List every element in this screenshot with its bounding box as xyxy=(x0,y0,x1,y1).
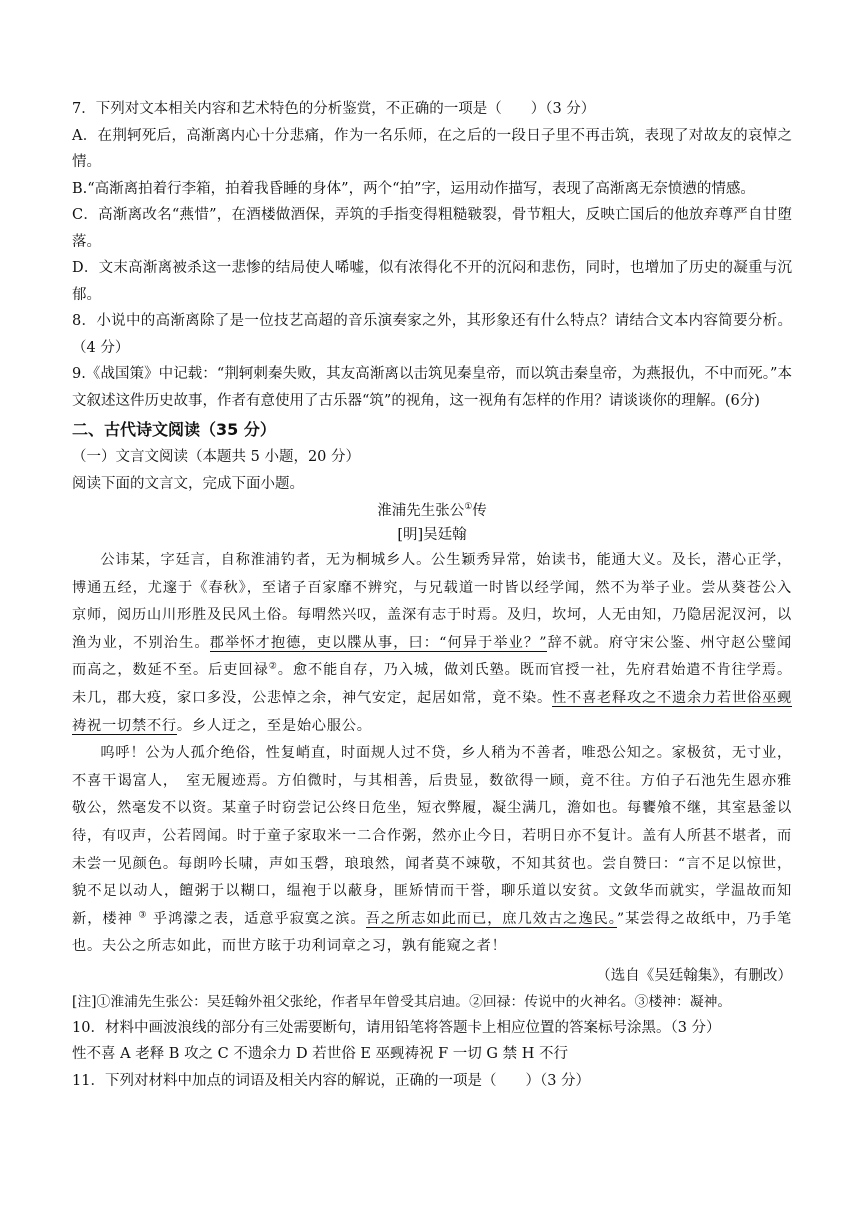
question-9: 9.《战国策》中记载：“荆轲刺秦失败，其友高渐离以击筑见秦皇帝，而以筑击秦皇帝，为燕报仇，不中而死。”本文叙述这件历史故事，作者有意使用了古乐器“筑”的视角，这一视角有怎样的作用？请谈谈你的理解。(6分) xyxy=(72,366,792,409)
question-11-stem: 11．下列对材料中加点的词语及相关内容的解说，正确的一项是（ ）（3 分） xyxy=(72,1072,591,1089)
passage-source: （选自《吴廷翰集》，有删改） xyxy=(596,967,792,984)
question-8: 8．小说中的高渐离除了是一位技艺高超的音乐演奏家之外，其形象还有什么特点？请结合文本内容简要分析。（4 分） xyxy=(72,313,792,356)
question-7-option-b: B.“高渐离拍着行李箱，拍着我昏睡的身体”，两个“拍”字，运用动作描写，表现了高渐离无奈愤懑的情感。 xyxy=(72,180,755,197)
question-7-option-c: C．高渐离改名“燕惜”，在酒楼做酒保，弄筑的手指变得粗糙皲裂，骨节粗大，反映亡国后的他放弃尊严自甘堕落。 xyxy=(72,207,792,250)
passage-notes: [注]①淮浦先生张公：吴廷翰外祖父张纶，作者早年曾受其启迪。②回禄：传说中的火神名。③楼神：凝神。 xyxy=(72,993,732,1010)
note-marker-3: ③ xyxy=(138,909,148,920)
underlined-sentence-1: 郡举怀才抱德，吏以牒从事，曰：“何异于举业？” xyxy=(209,634,548,651)
underlined-sentence-2: 吾之所志如此而已，庶几效古之逸民。 xyxy=(365,910,617,927)
passage-paragraph-1 xyxy=(72,547,792,740)
wavy-line-sentence: 性不喜老释攻之不遗余力若世俗巫觋祷祝一切禁不行 xyxy=(72,689,792,734)
paragraph-2-text-a: 呜呼！公为人孤介绝俗，性复峭直，时面规人过不贷，乡人稍为不善者，唯恐公知之。家极贫，无寸业，不喜干谒富人， 室无履迹焉。方伯微时，与其相善，后贵显，数欲得一顾，竟不往。方伯子石池先生恩亦雅敬公，然毫发不以资。某童子时窃尝记公终日危坐，短衣弊履，凝尘满几，澹如也。每饔飧不继，其室悬釜以待，有叹声，公若罔闻。时于童子家取米一二合作粥，然亦止今日，若明日亦不复计。盖有人所甚不堪者，而未尝一见颜色。每朗吟长啸，声如玉磬，琅琅然，闻者莫不竦敬，不知其贫也。尝自赞曰：“言不足以惊世，貌不足以动人，饘粥于以糊口，缊袍于以蔽身，匪矫情而干誉，聊乐道以安贫。文敛华而就实，学温故而知新，楼神 xyxy=(72,745,792,927)
paragraph-2-text-c: ”某尝得之故纸中，乃手笔也。夫公之所志如此，而世方眩于功利词章之习，孰有能窥之者！ xyxy=(72,910,793,955)
question-7-option-a: A．在荆轲死后，高渐离内心十分悲痛，作为一名乐师，在之后的一段日子里不再击筑，表现了对故友的哀悼之情。 xyxy=(72,127,792,170)
question-7-option-d: D．文末高渐离被杀这一悲惨的结局使人唏嘘，似有浓得化不开的沉闷和悲伤，同时，也增加了历史的凝重与沉郁。 xyxy=(72,260,792,303)
paragraph-1-text-d: 。乡人迂之，至是始心服公。 xyxy=(176,717,372,734)
paragraph-2-text-b: 乎鸿濛之表，适意乎寂寞之滨。 xyxy=(152,910,366,927)
section-heading: 二、古代诗文阅读（35 分） xyxy=(72,420,276,439)
question-7-stem: 7．下列对文本相关内容和艺术特色的分析鉴赏，不正确的一项是（ ）（3 分） xyxy=(72,101,596,117)
exam-content xyxy=(72,96,792,1094)
passage-title-tail: 传 xyxy=(472,503,487,519)
paragraph-1-text-a: 公讳某，字廷言，自称淮浦钓者，无为桐城乡人。公生颖秀异常，始读书，能通大义。及长，潜心正学，博通五经，尤邃于《春秋》，至诸子百家靡不辨究，与兄载道一时皆以经学闻，然不为举子业。尝从葵苍公入京师，阅历山川形胜及民风土俗。每喟然兴叹，盖深有志于时焉。及归，坎坷，人无由知，乃隐居泥汊河，以渔为业，不别治生。 xyxy=(72,552,792,651)
passage-title xyxy=(72,499,792,523)
passage-title-text: 淮浦先生张公 xyxy=(377,503,465,519)
note-marker-2: ② xyxy=(268,661,278,672)
question-10-options: 性不喜 A 老释 B 攻之 C 不遗余力 D 若世俗 E 巫觋祷祝 F 一切 G 禁 H 不行 xyxy=(72,1046,568,1063)
paragraph-1-text-c: 。愈不能自存，乃入城，做刘氏塾。既而官授一社，先府君始遣不肯往学焉。未几，郡大疫，家口多没，公悲悼之余，神气安定，起居如常，竟不染。 xyxy=(72,662,793,706)
paragraph-1-text-b: 辞不就。府守宋公鉴、州守赵公璧闻而高之，数延不至。后吏回禄 xyxy=(72,634,792,679)
passage-paragraph-2 xyxy=(72,740,792,961)
passage-title-note-marker: ① xyxy=(464,502,473,513)
subsection-heading: （一）文言文阅读（本题共 5 小题，20 分） xyxy=(72,449,361,465)
reading-instruction: 阅读下面的文言文，完成下面小题。 xyxy=(72,475,304,492)
passage-author: [明]吴廷翰 xyxy=(397,527,467,543)
question-10-stem: 10．材料中画波浪线的部分有三处需要断句，请用铅笔将答题卡上相应位置的答案标号涂黑。（3 分） xyxy=(72,1019,721,1036)
